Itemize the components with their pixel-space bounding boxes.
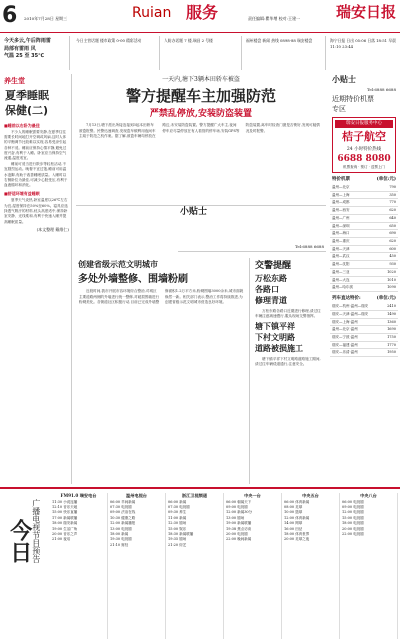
body-text: 不少人的睡眠需要安静,在夏季往往需要长时间地打开空调或风扇,这时人体的平衡调节比较难以实现,容易受凉引起各种不适。睡前应保持心情平静,避免过度兴奋,有利于入睡。卧室应当保持空气流通,温度适宜。 xyxy=(4,129,67,161)
weather-box xyxy=(2,36,70,70)
table-row xyxy=(330,318,398,326)
program-item: 20:00 电视剧 xyxy=(342,526,364,531)
info-box: 福州楼盘 新闻 热线 0898-88 瑞安楼盘 xyxy=(244,36,326,70)
program-item: 06:00 电视剧 xyxy=(342,499,364,504)
table-title: 特价机票 xyxy=(332,176,350,182)
notice-tel: Tel:6888 6688 xyxy=(295,243,324,249)
price-cell: 620 xyxy=(375,207,398,215)
page-number: 6 xyxy=(2,3,18,28)
price-cell: 1690 xyxy=(381,326,398,334)
subheadline: 多处外墙整修、围墙粉刷 xyxy=(78,273,188,285)
table-row xyxy=(330,310,398,318)
route-cell: 瑞安—上海·温州 xyxy=(330,318,381,326)
channel-name: 中央八台 xyxy=(360,493,377,498)
program-item: 18:00 体育世界 xyxy=(284,532,310,537)
route-cell: 温州—三亚 xyxy=(330,268,375,276)
table-row xyxy=(330,191,398,199)
paper-logo: 瑞安日报 xyxy=(335,3,396,21)
ad-note: 机票查询 · 预订 · 送票上门 xyxy=(343,165,385,170)
headline: 万松东路 xyxy=(255,274,287,284)
program-item: 06:00 早间新闻 xyxy=(110,499,136,504)
table-unit: (单位:元) xyxy=(376,296,396,302)
program-item: 15:00 快乐直播 xyxy=(52,510,78,515)
table-row xyxy=(330,303,398,310)
table-row xyxy=(330,341,398,349)
channel-name: 中央一台 xyxy=(244,493,261,498)
program-item: 17:00 新闻联播 xyxy=(52,515,78,520)
table-row xyxy=(330,245,398,253)
tv-channel-columns xyxy=(50,493,398,639)
program-item: 19:00 生活广角 xyxy=(52,526,78,531)
program-item: 10:30 健康之路 xyxy=(110,515,136,520)
price-cell: 350 xyxy=(375,191,398,199)
body-text: 睡前可适当进行散步等轻松活动,不宜剧烈运动。晚餐不宜过饱,睡前可用温水泡脚,有助于改善睡眠质量。入睡时以右侧卧位为最佳,可减少心脏受压,有利于血液循环和消化。 xyxy=(4,161,68,188)
table-title: 列车直达特价: xyxy=(332,296,361,302)
section-title: 服务 xyxy=(186,3,219,22)
program-item: 19:30 电视剧 xyxy=(110,537,132,542)
body-text: 近段时间,我市开展市容环境综合整治,对城区主要道路两侧的外墙进行统一整修,对破损围墙进行粉刷美化。各街道社区积极行动,目前已完成外墙整修面积1.2万平方米,粉刷围墙3000余米,城市面貌焕然一新。相关部门表示,整治工作将持续推进,为创建省级示范文明城市营造良好环境。 xyxy=(79,289,244,305)
program-item: 22:00 电视剧 xyxy=(342,532,364,537)
program-item: 16:00 田径 xyxy=(284,526,303,531)
table-row xyxy=(330,237,398,245)
program-item: 18:30 新闻联播 xyxy=(168,532,194,537)
tv-channel xyxy=(282,493,340,639)
table-row xyxy=(330,261,398,269)
program-item: 18:00 新闻 xyxy=(110,532,129,537)
price-cell: 690 xyxy=(375,230,398,238)
program-item: 09:00 法治在线 xyxy=(110,510,136,515)
program-item: 11:30 小说连播 xyxy=(52,499,78,504)
route-cell: 温州—深圳 xyxy=(330,222,375,230)
right-column xyxy=(330,74,398,484)
price-cell: 650 xyxy=(375,222,398,230)
table-header xyxy=(330,292,398,303)
program-item: 09:30 养生 xyxy=(168,510,187,515)
info-box: 人防办话题 7 楼,瑞昌 2 号楼 xyxy=(162,36,242,70)
traffic-title: 交警提醒 xyxy=(255,261,292,271)
tv-channel xyxy=(166,493,224,639)
body-text: 夏季天气炎热,卧室温度以26℃左右为宜,湿度保持在50%至60%。寝具应选择透气吸汗的材料,枕头高度适中,保持卧室安静、光线柔和,有利于快速入睡并提高睡眠质量。 xyxy=(4,198,68,224)
route-cell: 温州—北京·温州 xyxy=(330,326,381,334)
program-item: 21:00 夜话 xyxy=(52,537,71,542)
table-row xyxy=(330,214,398,222)
body-text: 万松东路各路口近期进行修理,请过往车辆注意减速慢行,服从现场交警指挥。 xyxy=(255,308,321,318)
notice-title: 小贴士 xyxy=(180,207,208,217)
promo-subtitle: 专区 xyxy=(332,104,346,113)
table-row xyxy=(330,199,398,207)
route-cell: 瑞安—乐清·温州 xyxy=(330,349,381,357)
route-cell: 温州—西安 xyxy=(330,207,375,215)
article-subtitle: 保健(二) xyxy=(5,104,49,118)
tv-channel xyxy=(224,493,282,639)
route-cell: 温州—重庆 xyxy=(330,237,375,245)
tv-label-big: 今日 xyxy=(6,519,32,563)
route-cell: 温州—哈尔滨 xyxy=(330,284,375,292)
subhead: ■睡前以右卧为最佳 xyxy=(4,123,40,129)
table-row xyxy=(330,207,398,215)
price-cell: 790 xyxy=(375,184,398,191)
channel-name: 中央五台 xyxy=(302,493,319,498)
editor-line: 责任编辑:瞿华增 校对:王建一 xyxy=(248,16,300,21)
program-item: 15:00 娱乐 xyxy=(168,526,187,531)
table-row xyxy=(330,284,398,292)
headline: 警方提醒车主加强防范 xyxy=(125,87,276,106)
table-row xyxy=(330,253,398,261)
program-item: 09:00 电视剧 xyxy=(226,504,248,509)
price-cell: 770 xyxy=(375,199,398,207)
program-item: 12:00 电视剧 xyxy=(342,510,364,515)
masthead xyxy=(0,0,400,33)
lead-story xyxy=(76,74,326,206)
price-cell: 640 xyxy=(375,214,398,222)
program-item: 20:00 音乐之声 xyxy=(52,532,78,537)
route-cell: 瑞安—天津·温州—瑞安 xyxy=(330,310,381,318)
sun-times-box: 海宁日报 日出 05:06 日落 18:51 早晨 11:10 23:44 xyxy=(330,38,396,49)
program-item: 12:30 剧场 xyxy=(168,521,187,526)
route-cell: 温州—天津 xyxy=(330,245,375,253)
table-row xyxy=(330,276,398,284)
program-item: 13:00 电视剧 xyxy=(110,526,132,531)
traffic-column xyxy=(253,258,326,484)
ad-brand: 桔子航空 xyxy=(342,130,386,144)
table-row xyxy=(330,230,398,238)
table-row xyxy=(330,268,398,276)
route-cell: 温州—成都 xyxy=(330,199,375,207)
ad-phone: 6688 8080 xyxy=(337,154,391,165)
table-row xyxy=(330,184,398,191)
body-text: 7月13日,塘下派出所接连接到3起本田轿车被盗报警。民警迅速调查,发现盗车贼利用夜间车主疏于防范之机作案。据了解,被盗车辆均停放在路边,未安装防盗装置。警方提醒广大车主,夜间停车应尽量停放在有人看管的停车场,安装GPS等防盗装置,离车时检查门窗是否锁好,发现可疑情况及时报警。 xyxy=(79,123,320,139)
channel-name: FM91.0 瑞安电台 xyxy=(60,493,97,498)
program-item: 19:38 焦点访谈 xyxy=(226,526,252,531)
route-cell: 瑞安—福建·温州 xyxy=(330,341,381,349)
program-item: 07:30 电视剧 xyxy=(110,504,132,509)
price-cell: 930 xyxy=(375,261,398,269)
weather-line: 今天多云,午后阵雨雷 xyxy=(4,38,51,44)
price-cell: 600 xyxy=(375,245,398,253)
route-cell: 瑞安—杭州·温州—瑞安 xyxy=(330,303,381,310)
table-row xyxy=(330,333,398,341)
program-item: 20:00 足球之夜 xyxy=(284,537,310,542)
weather-line: 气温 25 至 35℃ xyxy=(4,53,45,59)
program-item: 14:00 网球 xyxy=(284,521,303,526)
left-column xyxy=(2,74,72,484)
program-item: 11:00 新闻 xyxy=(168,515,187,520)
program-item: 10:00 篮球 xyxy=(284,510,303,515)
route-cell: 温州—上海 xyxy=(330,191,375,199)
channel-name: 温州电视台 xyxy=(126,493,147,498)
price-cell: 450 xyxy=(375,253,398,261)
program-item: 19:00 新闻联播 xyxy=(226,521,252,526)
price-cell: 1490 xyxy=(381,310,398,318)
author-credit: (本文整理 戴维仁) xyxy=(36,227,69,233)
kicker: 一天内,塘下3辆本田轿车被盗 xyxy=(162,76,240,83)
price-cell: 1010 xyxy=(375,276,398,284)
tv-channel xyxy=(108,493,166,639)
program-item: 12:10 音乐天地 xyxy=(52,504,78,509)
route-cell: 温州—大连 xyxy=(330,276,375,284)
ad-hotline-label: 24 小时特价热线 xyxy=(346,146,382,152)
table-row xyxy=(330,349,398,357)
table-row xyxy=(330,326,398,334)
program-item: 18:00 瑞安新闻 xyxy=(52,521,78,526)
ad-box xyxy=(332,117,396,173)
price-cell: 1360 xyxy=(381,318,398,326)
price-cell: 620 xyxy=(375,237,398,245)
table-unit: (单位:元) xyxy=(376,176,396,182)
notice-title: 小贴士 xyxy=(332,75,356,84)
tv-channel xyxy=(50,493,108,639)
route-cell: 温州—海口 xyxy=(330,230,375,238)
program-item: 06:00 新闻 xyxy=(168,499,187,504)
headline: 下村文明路 xyxy=(255,333,295,343)
column-title: 养生堂 xyxy=(4,76,25,85)
subhead: ■舒适环境有益睡眠 xyxy=(4,190,40,196)
program-item: 07:30 电视剧 xyxy=(168,504,190,509)
price-cell: 1020 xyxy=(375,268,398,276)
headline: 修理青道 xyxy=(255,295,287,305)
program-item: 22:00 晚间新闻 xyxy=(226,537,252,542)
program-item: 21:10 财经 xyxy=(110,542,129,547)
price-cell: 1090 xyxy=(375,284,398,292)
table-row xyxy=(330,222,398,230)
body-text: 塘下镇平祥下村文明路道路施工期间,请过往车辆绕道通行,注意安全。 xyxy=(255,356,321,367)
price-cell: 2410 xyxy=(381,303,398,310)
civic-article xyxy=(76,258,250,484)
price-cell: 1770 xyxy=(381,341,398,349)
train-table xyxy=(330,303,398,357)
program-item: 20:00 电视剧 xyxy=(226,532,248,537)
program-item: 15:00 电视剧 xyxy=(342,515,364,520)
headline: 创建省级示范文明城市 xyxy=(78,260,158,269)
program-item: 18:00 电视剧 xyxy=(342,521,364,526)
date-line: 2010年7月28日 星期三 xyxy=(24,16,68,21)
price-cell: 1750 xyxy=(381,333,398,341)
program-item: 08:00 足球 xyxy=(284,504,303,509)
program-item: 09:00 电视剧 xyxy=(342,504,364,509)
route-cell: 瑞安—宁波·温州 xyxy=(330,333,381,341)
route-cell: 温州—武汉 xyxy=(330,253,375,261)
notice-box xyxy=(178,206,326,252)
promo-title: 近期特价机票 xyxy=(332,95,374,104)
program-item: 06:00 体育新闻 xyxy=(284,499,310,504)
program-item: 21:20 综艺 xyxy=(168,542,187,547)
headline: 塘下镇平祥 xyxy=(255,322,295,332)
headline: 各路口 xyxy=(255,284,279,294)
article-title: 夏季睡眠 xyxy=(5,89,49,103)
deck: 严禁乱停放,安装防盗装置 xyxy=(149,109,253,120)
info-box: 今日主营话题 楼市政策 0-00 精彩活动 xyxy=(74,36,160,70)
headline: 道路被损施工 xyxy=(255,343,303,353)
program-item: 12:00 新闻播报 xyxy=(110,521,136,526)
program-item: 19:35 剧场 xyxy=(168,537,187,542)
program-item: 13:00 剧场 xyxy=(226,515,245,520)
table-header xyxy=(330,174,398,184)
channel-name: 浙江卫视频道 xyxy=(181,493,208,498)
notice-tel: Tel:6888 6688 xyxy=(367,86,396,92)
section-en: Ruian xyxy=(132,5,172,21)
route-cell: 温州—沈阳 xyxy=(330,261,375,269)
route-cell: 温州—北京 xyxy=(330,184,375,191)
price-cell: 1950 xyxy=(381,349,398,357)
program-item: 06:00 朝闻天下 xyxy=(226,499,252,504)
tv-guide xyxy=(0,487,400,641)
program-item: 12:00 体育新闻 xyxy=(284,515,310,520)
tv-channel xyxy=(340,493,398,639)
weather-line: 局部有雷雨 风 xyxy=(4,45,36,52)
program-item: 12:00 新闻30分 xyxy=(226,510,253,515)
flight-table xyxy=(330,184,398,292)
tv-label-side: 广播电视节目预告 xyxy=(31,499,41,563)
route-cell: 温州—广州 xyxy=(330,214,375,222)
ad-line: 瑞安日报服务中心 xyxy=(335,120,393,128)
